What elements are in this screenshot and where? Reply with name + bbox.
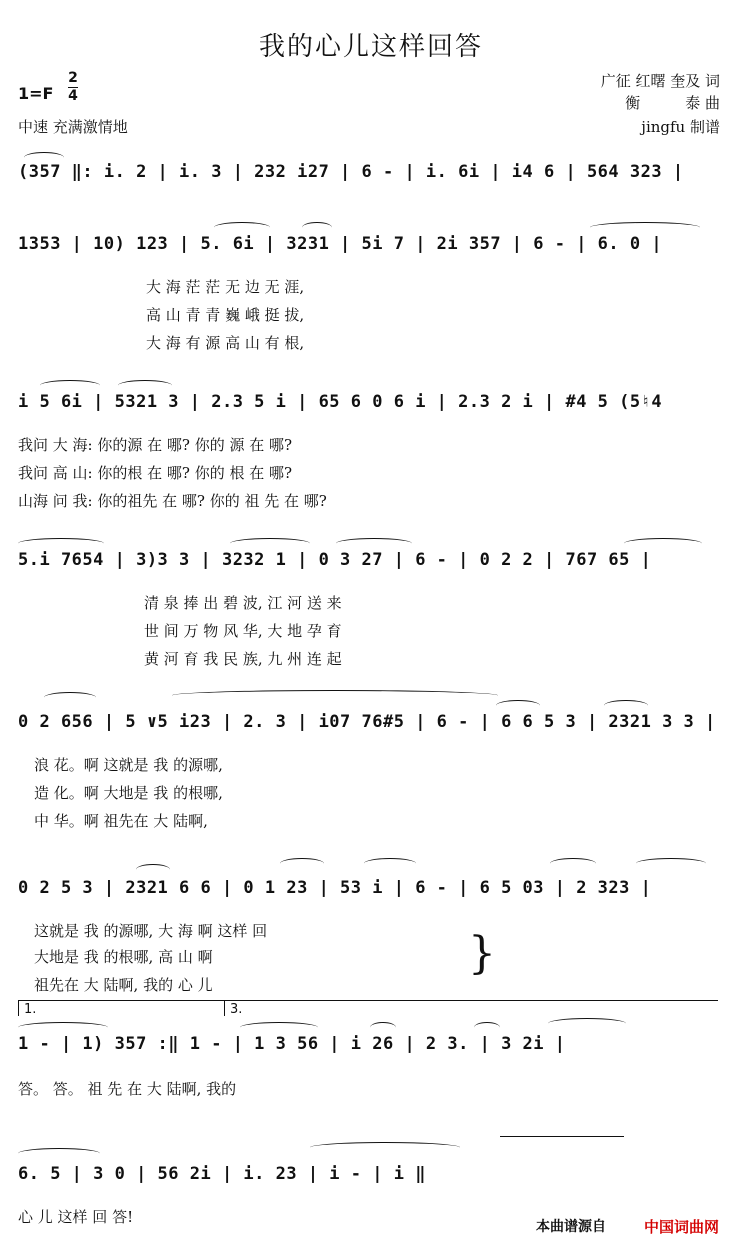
slur bbox=[214, 222, 270, 233]
system-3-lyric-1: 我问 大 海: 你的源 在 哪? 你的 源 在 哪? bbox=[18, 436, 293, 454]
volta-2-start bbox=[224, 1000, 225, 1016]
system-5-lyric-3: 中 华。啊 祖先在 大 陆啊, bbox=[34, 812, 208, 830]
slur bbox=[370, 1022, 396, 1033]
slur bbox=[44, 692, 96, 703]
slur bbox=[636, 858, 706, 869]
system-4-lyric-2: 世 间 万 物 风 华, 大 地 孕 育 bbox=[144, 622, 342, 640]
time-bottom: 4 bbox=[68, 88, 78, 104]
system-4-notes: 5.i 7654 | 3)3 3 | 3232 1 | 0 3 27 | 6 - | 0 2 2 | 767 65 | bbox=[18, 550, 652, 570]
crescendo-line bbox=[500, 1136, 624, 1137]
slur bbox=[604, 700, 648, 711]
slur bbox=[336, 538, 412, 549]
volta-2-label: 3. bbox=[230, 1002, 243, 1017]
site-brand[interactable]: 中国词曲网 bbox=[644, 1218, 720, 1236]
system-2-notes: 1353 | 10) 123 | 5. 6i | 3231 | 5i 7 | 2i 357 | 6 - | 6. 0 | bbox=[18, 234, 663, 254]
volta-bracket bbox=[18, 1000, 718, 1001]
volta-1-start bbox=[18, 1000, 19, 1016]
song-title: 我的心儿这样回答 bbox=[258, 32, 483, 62]
system-6-lyric-1: 这就是 我 的源哪, 大 海 啊 这样 回 bbox=[34, 922, 268, 940]
slur bbox=[24, 152, 64, 163]
source-text: 本曲谱源自 bbox=[536, 1219, 606, 1235]
system-2-lyric-2: 高 山 青 青 巍 峨 挺 拔, bbox=[146, 306, 305, 324]
system-6-notes: 0 2 5 3 | 2321 6 6 | 0 1 23 | 53 i | 6 - | 6 5 03 | 2 323 | bbox=[18, 878, 652, 898]
system-4-lyric-1: 清 泉 捧 出 碧 波, 江 河 送 来 bbox=[144, 594, 342, 612]
slur bbox=[310, 1142, 460, 1153]
slur bbox=[136, 864, 170, 875]
lyric-brace: } bbox=[468, 928, 496, 979]
slur bbox=[18, 538, 104, 549]
slur bbox=[474, 1022, 500, 1033]
composer-credit: 衡 泰 曲 bbox=[625, 94, 720, 112]
system-6-lyric-3: 祖先在 大 陆啊, 我的 心 儿 bbox=[34, 976, 213, 994]
system-5-lyric-1: 浪 花。啊 这就是 我 的源哪, bbox=[34, 756, 223, 774]
system-8-notes: 6. 5 | 3 0 | 56 2i | i. 23 | i - | i ‖ bbox=[18, 1164, 426, 1184]
slur bbox=[364, 858, 416, 869]
system-6-lyric-2: 大地是 我 的根哪, 高 山 啊 bbox=[34, 948, 213, 966]
slur bbox=[590, 222, 700, 233]
slur bbox=[550, 858, 596, 869]
system-4-lyric-3: 黄 河 育 我 民 族, 九 州 连 起 bbox=[144, 650, 342, 668]
time-top: 2 bbox=[68, 70, 78, 86]
key-signature: 1=F bbox=[18, 84, 54, 103]
system-5-notes: 0 2 656 | 5 ∨5 i23 | 2. 3 | i07 76#5 | 6 - | 6 6 5 3 | 2321 3 3 | bbox=[18, 712, 716, 732]
system-3-lyric-3: 山海 问 我: 你的祖先 在 哪? 你的 祖 先 在 哪? bbox=[18, 492, 327, 510]
system-1-notes: (357 ‖: i. 2 | i. 3 | 232 i27 | 6 - | i. 6i | i4 6 | 564 323 | bbox=[18, 162, 684, 182]
slur bbox=[240, 1022, 318, 1033]
slur bbox=[496, 700, 540, 711]
tempo-marking: 中速 充满激情地 bbox=[18, 118, 128, 136]
time-signature bbox=[68, 70, 78, 105]
system-2-lyric-3: 大 海 有 源 高 山 有 根, bbox=[146, 334, 305, 352]
volta-1-label: 1. bbox=[24, 1002, 37, 1017]
slur bbox=[172, 690, 498, 701]
slur bbox=[280, 858, 324, 869]
slur bbox=[18, 1148, 100, 1159]
slur bbox=[40, 380, 100, 391]
lyricist-credit: 广征 红曙 奎及 词 bbox=[600, 72, 720, 90]
system-7-notes: 1 - | 1) 357 :‖ 1 - | 1 3 56 | i 26 | 2 3. | 3 2i | bbox=[18, 1034, 566, 1054]
slur bbox=[302, 222, 332, 233]
slur bbox=[118, 380, 172, 391]
system-3-lyric-2: 我问 高 山: 你的根 在 哪? 你的 根 在 哪? bbox=[18, 464, 293, 482]
system-5-lyric-2: 造 化。啊 大地是 我 的根哪, bbox=[34, 784, 223, 802]
slur bbox=[18, 1022, 108, 1033]
slur bbox=[548, 1018, 626, 1029]
system-8-lyric-1: 心 儿 这样 回 答! bbox=[18, 1208, 134, 1226]
slur bbox=[230, 538, 310, 549]
system-7-lyric-1: 答。 答。 祖 先 在 大 陆啊, 我的 bbox=[18, 1080, 237, 1098]
slur bbox=[624, 538, 702, 549]
transcriber-credit: jingfu 制谱 bbox=[641, 118, 720, 136]
system-3-notes: i 5 6i | 5321 3 | 2.3 5 i | 65 6 0 6 i | 2.3 2 i | #4 5 (5♮4 bbox=[18, 392, 663, 412]
system-2-lyric-1: 大 海 茫 茫 无 边 无 涯, bbox=[146, 278, 305, 296]
